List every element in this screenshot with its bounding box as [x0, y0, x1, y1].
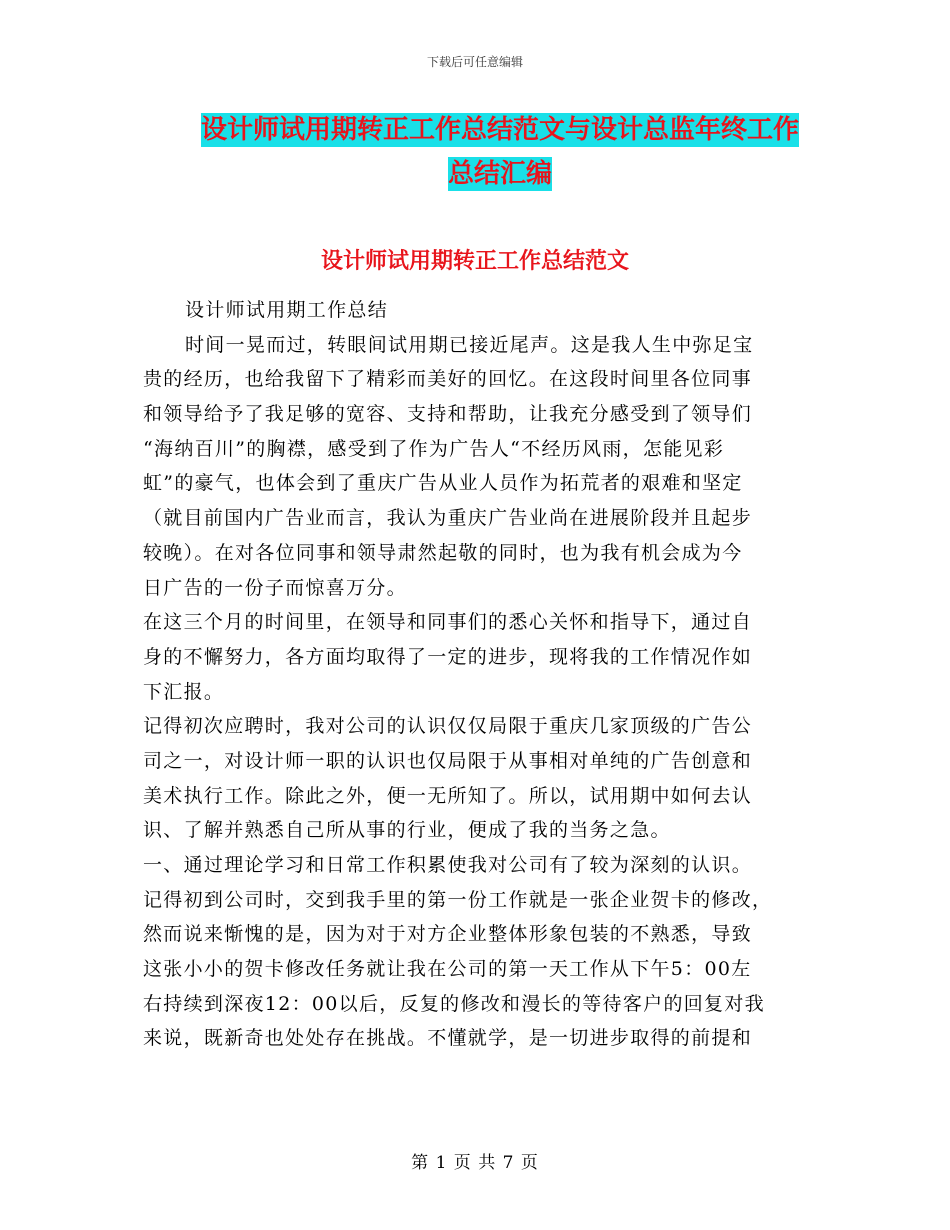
- paragraph-line: 身的不懈努力，各方面均取得了一定的进步，现将我的工作情况作如: [143, 645, 753, 668]
- paragraph-line: 然而说来惭愧的是，因为对于对方企业整体形象包装的不熟悉，导致: [143, 923, 753, 946]
- document-title: [130, 108, 870, 196]
- paragraph-line: 记得初到公司时，交到我手里的第一份工作就是一张企业贺卡的修改，: [143, 888, 773, 911]
- paragraph-line: 日广告的一份子而惊喜万分。: [143, 576, 407, 599]
- paragraph-line: 贵的经历，也给我留下了精彩而美好的回忆。在这段时间里各位同事: [143, 368, 753, 391]
- body-text: [143, 293, 808, 1056]
- paragraph-line: 下汇报。: [143, 680, 225, 703]
- paragraph-line: 来说，既新奇也处处存在挑战。不懂就学，是一切进步取得的前提和: [143, 1027, 753, 1050]
- page-header-note: 下载后可任意编辑: [426, 55, 523, 69]
- paragraph-line: 美术执行工作。除此之外，便一无所知了。所以，试用期中如何去认: [143, 784, 753, 807]
- paragraph-line: 一、通过理论学习和日常工作积累使我对公司有了较为深刻的认识。: [143, 854, 753, 876]
- paragraph-line: 在这三个月的时间里，在领导和同事们的悉心关怀和指导下，通过自: [143, 611, 753, 634]
- paragraph-line: 识、了解并熟悉自己所从事的行业，便成了我的当务之急。: [143, 819, 671, 842]
- paragraph-line: 时间一晃而过，转眼间试用期已接近尾声。这是我人生中弥足宝: [185, 333, 754, 356]
- paragraph-line: 和领导给予了我足够的宽容、支持和帮助，让我充分感受到了领导们: [143, 403, 753, 426]
- paragraph-line: 记得初次应聘时，我对公司的认识仅仅局限于重庆几家顶级的广告公: [143, 715, 753, 738]
- paragraph-line: 这张小小的贺卡修改任务就让我在公司的第一天工作从下午5：00左: [143, 958, 752, 981]
- document-title-line-1: 设计师试用期转正工作总结范文与设计总监年终工作: [200, 115, 799, 145]
- document-title-line-2: 总结汇编: [447, 159, 552, 189]
- paragraph-line: 司之一，对设计师一职的认识也仅局限于从事相对单纯的广告创意和: [143, 749, 753, 772]
- paragraph-line: 较晚）。在对各位同事和领导肃然起敬的同时，也为我有机会成为今: [143, 541, 743, 564]
- paragraph-line: “海纳百川”的胸襟，感受到了作为广告人“不经历风雨，怎能见彩: [143, 437, 725, 460]
- paragraph-line: 设计师试用期工作总结: [185, 299, 389, 321]
- page-number-footer: 第 1 页 共 7 页: [411, 1153, 539, 1173]
- paragraph-line: 虹”的豪气，也体会到了重庆广告从业人员作为拓荒者的艰难和坚定: [143, 472, 743, 495]
- section-title: 设计师试用期转正工作总结范文: [320, 249, 629, 274]
- paragraph-line: （就目前国内广告业而言，我认为重庆广告业尚在进展阶段并且起步: [143, 507, 753, 530]
- paragraph-line: 右持续到深夜12：00以后，反复的修改和漫长的等待客户的回复对我: [143, 992, 765, 1015]
